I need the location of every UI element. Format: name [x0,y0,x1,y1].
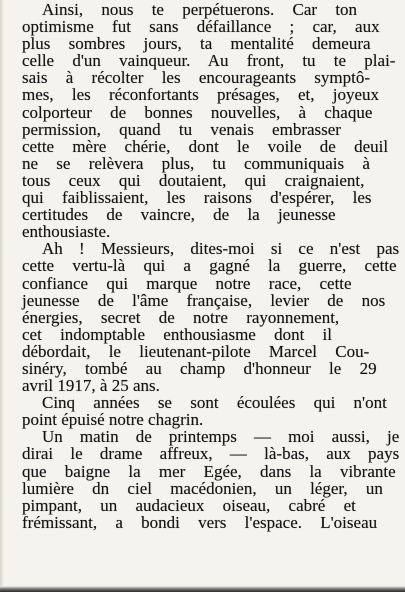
text-line: celle d'un vainqueur. Au front, tu te plai- [22,51,396,71]
text-line: lumière dn ciel macédonien, un léger, un [22,478,383,498]
article-column [22,1,399,531]
bottom-rule [0,586,405,592]
text-line: jeunesse de l'âme française, levier de nos [22,290,386,310]
text-line: cet indomptable enthousiasme dont il [22,324,333,344]
text-line: tous ceux qui doutaient, qui craignaient, [22,170,365,190]
text-line: énergies, secret de notre rayonnement, [22,307,340,327]
text-line: ne se relèvera plus, tu communiquais à [22,153,370,173]
text-line: sinéry, tombé au champ d'honneur le 29 [22,358,377,378]
text-line: cette vertu-là qui a gagné la guerre, cette [22,256,397,276]
text-line: mes, les réconfortants présages, et, joyeux [22,85,380,105]
text-line: Cinq années se sont écoulées qui n'ont [42,393,387,413]
text-line: point épuisé notre chagrin. [22,410,204,430]
text-line: optimisme fut sans défaillance ; car, aux [22,17,380,37]
text-line: avril 1917, à 25 ans. [22,376,160,396]
text-line: débordait, le lieutenant-pilote Marcel Cou- [22,341,370,361]
text-line: Ah ! Messieurs, dites-moi si ce n'est pas [42,239,400,259]
text-line: cette mère chérie, dont le voile de deuil [22,136,389,156]
text-line: pimpant, un audacieux oiseau, cabré et [22,495,356,515]
text-line: enthousiaste. [22,222,111,242]
text-line: permission, quand tu venais embrasser [22,119,341,139]
text-line: dirai le drame affreux, — là-bas, aux pays [22,444,400,464]
text-line: plus sombres jours, ta mentalité demeura [22,34,371,54]
text-line: confiance qui marque notre race, cette [22,273,352,293]
page-edge-shadow [0,0,4,592]
text-line: Ainsi, nous te perpétuerons. Car ton [42,0,358,19]
text-line: colporteur de bonnes nouvelles, à chaque [22,102,373,122]
text-line: que baigne la mer Egée, dans la vibrante [22,461,396,481]
text-line: frémissant, a bondi vers l'espace. L'oiseau [22,512,378,532]
text-line: Un matin de printemps — moi aussi, je [42,427,400,447]
text-line: qui faiblissaient, les raisons d'espérer, les [22,188,372,208]
text-line: sais à récolter les encourageants symptô- [22,68,371,88]
text-line: certitudes de vaincre, de la jeunesse [22,205,336,225]
